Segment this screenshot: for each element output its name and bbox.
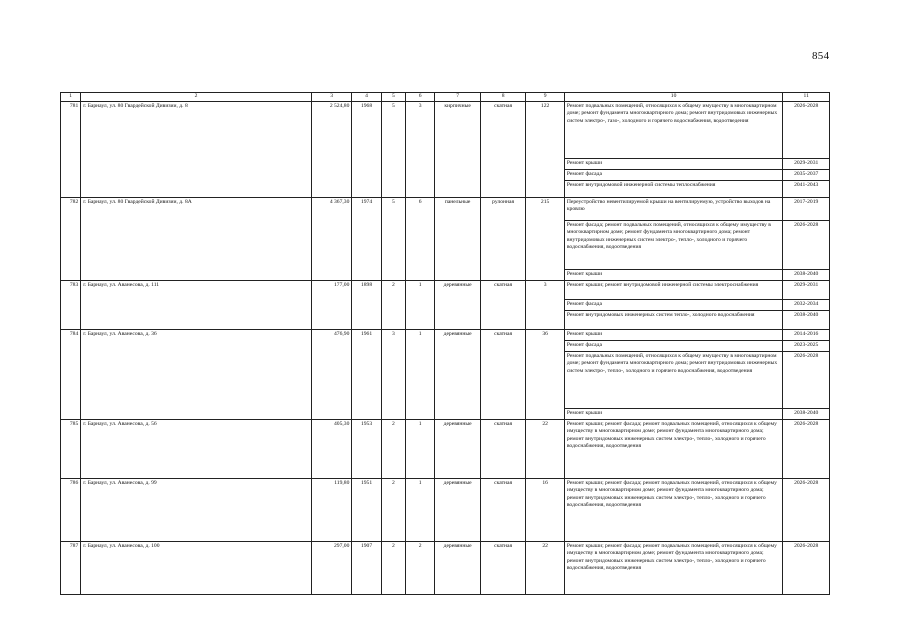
roof-type: скатная bbox=[480, 479, 526, 542]
apartment-count: 3 bbox=[526, 281, 564, 330]
table-row bbox=[61, 542, 830, 595]
column-number: 5 bbox=[381, 93, 405, 102]
construction-year: 1907 bbox=[352, 542, 381, 595]
house-address: г. Барнаул, ул. Аванесова, д. 36 bbox=[81, 330, 312, 420]
work-period: 2014-2016 bbox=[783, 330, 830, 341]
housing-repair-table bbox=[60, 92, 830, 595]
column-number: 2 bbox=[81, 93, 312, 102]
floor-count: 5 bbox=[381, 198, 405, 281]
work-period: 2038-2040 bbox=[783, 311, 830, 330]
work-period: 2026-2028 bbox=[783, 479, 830, 542]
work-description: Ремонт крыши; ремонт фасада; ремонт подвальных помещений, относящихся к общему имуществу в многоквартирном доме; ремонт фундамента многоквартирного дома; ремонт внутридомовых инженерных систем электро-, тепло-, холодного и горячего водоснабжения, водоотведения bbox=[564, 542, 783, 595]
construction-year: 1953 bbox=[352, 420, 381, 479]
column-number: 10 bbox=[564, 93, 783, 102]
entrance-count: 2 bbox=[406, 542, 435, 595]
house-number: 786 bbox=[61, 479, 81, 542]
house-number: 785 bbox=[61, 420, 81, 479]
work-description: Ремонт фасада bbox=[564, 341, 783, 352]
work-description: Ремонт подвальных помещений, относящихся к общему имуществу в многоквартирном доме; ремонт фундамента многоквартирного дома; ремонт внутридомовых инженерных систем электро-, газо-, холодного и горячего водоснабжения, водоотведения bbox=[564, 102, 783, 159]
house-address: г. Барнаул, ул. Аванесова, д. 99 bbox=[81, 479, 312, 542]
wall-material: деревянные bbox=[435, 542, 481, 595]
entrance-count: 1 bbox=[406, 330, 435, 420]
construction-year: 1974 bbox=[352, 198, 381, 281]
wall-material: деревянные bbox=[435, 479, 481, 542]
roof-type: скатная bbox=[480, 330, 526, 420]
house-number: 784 bbox=[61, 330, 81, 420]
entrance-count: 1 bbox=[406, 479, 435, 542]
work-description: Ремонт крыши; ремонт фасада; ремонт подвальных помещений, относящихся к общему имуществу в многоквартирном доме; ремонт фундамента многоквартирного дома; ремонт внутридомовых инженерных систем электро-, тепло-, холодного и горячего водоснабжения, водоотведения bbox=[564, 420, 783, 479]
apartment-count: 36 bbox=[526, 330, 564, 420]
roof-type: скатная bbox=[480, 542, 526, 595]
house-number: 782 bbox=[61, 198, 81, 281]
floor-count: 2 bbox=[381, 479, 405, 542]
work-period: 2029-2031 bbox=[783, 281, 830, 300]
column-number-row bbox=[61, 93, 830, 102]
work-period: 2026-2028 bbox=[783, 542, 830, 595]
wall-material: деревянные bbox=[435, 330, 481, 420]
work-description: Переустройство невентилируемой крыши на вентилируемую, устройство выходов на кровлю bbox=[564, 198, 783, 221]
house-number: 787 bbox=[61, 542, 81, 595]
roof-type: скатная bbox=[480, 281, 526, 330]
work-description: Ремонт крыши bbox=[564, 159, 783, 170]
wall-material: панельные bbox=[435, 198, 481, 281]
work-description: Ремонт крыши; ремонт внутридомовой инженерной системы электроснабжения bbox=[564, 281, 783, 300]
work-period: 2038-2040 bbox=[783, 409, 830, 420]
entrance-count: 1 bbox=[406, 420, 435, 479]
house-area: 405,30 bbox=[311, 420, 351, 479]
construction-year: 1951 bbox=[352, 479, 381, 542]
house-number: 783 bbox=[61, 281, 81, 330]
house-area: 119,80 bbox=[311, 479, 351, 542]
work-period: 2026-2028 bbox=[783, 420, 830, 479]
column-number: 4 bbox=[352, 93, 381, 102]
table-row bbox=[61, 198, 830, 221]
wall-material: деревянные bbox=[435, 281, 481, 330]
work-period: 2017-2019 bbox=[783, 198, 830, 221]
house-address: г. Барнаул, ул. Аванесова, д. 56 bbox=[81, 420, 312, 479]
wall-material: деревянные bbox=[435, 420, 481, 479]
entrance-count: 3 bbox=[406, 102, 435, 198]
apartment-count: 22 bbox=[526, 420, 564, 479]
entrance-count: 6 bbox=[406, 198, 435, 281]
work-period: 2026-2028 bbox=[783, 221, 830, 270]
work-period: 2029-2031 bbox=[783, 159, 830, 170]
work-period: 2041-2043 bbox=[783, 181, 830, 198]
column-number: 6 bbox=[406, 93, 435, 102]
floor-count: 2 bbox=[381, 542, 405, 595]
construction-year: 1961 bbox=[352, 330, 381, 420]
floor-count: 5 bbox=[381, 102, 405, 198]
entrance-count: 1 bbox=[406, 281, 435, 330]
apartment-count: 22 bbox=[526, 542, 564, 595]
column-number: 1 bbox=[61, 93, 81, 102]
roof-type: скатная bbox=[480, 102, 526, 198]
table-row bbox=[61, 479, 830, 542]
house-number: 781 bbox=[61, 102, 81, 198]
table-row bbox=[61, 102, 830, 159]
house-address: г. Барнаул, ул. 80 Гвардейской Дивизии, д. 8 bbox=[81, 102, 312, 198]
work-description: Ремонт подвальных помещений, относящихся к общему имуществу в многоквартирном доме; ремонт фундамента многоквартирного дома; ремонт внутридомовых инженерных систем электро-, тепло-, холодного и горячего водоснабжения, водоотведения bbox=[564, 352, 783, 409]
work-period: 2026-2028 bbox=[783, 352, 830, 409]
apartment-count: 16 bbox=[526, 479, 564, 542]
work-description: Ремонт крыши bbox=[564, 330, 783, 341]
apartment-count: 215 bbox=[526, 198, 564, 281]
column-number: 3 bbox=[311, 93, 351, 102]
construction-year: 1898 bbox=[352, 281, 381, 330]
roof-type: скатная bbox=[480, 420, 526, 479]
column-number: 8 bbox=[480, 93, 526, 102]
work-period: 2032-2034 bbox=[783, 300, 830, 311]
work-description: Ремонт крыши bbox=[564, 409, 783, 420]
floor-count: 3 bbox=[381, 330, 405, 420]
work-period: 2026-2028 bbox=[783, 102, 830, 159]
work-description: Ремонт крыши bbox=[564, 270, 783, 281]
work-period: 2035-2037 bbox=[783, 170, 830, 181]
house-area: 476,90 bbox=[311, 330, 351, 420]
work-description: Ремонт фасада bbox=[564, 170, 783, 181]
house-area: 4 367,30 bbox=[311, 198, 351, 281]
page-number: 854 bbox=[812, 50, 830, 62]
column-number: 9 bbox=[526, 93, 564, 102]
table-row bbox=[61, 420, 830, 479]
work-period: 2023-2025 bbox=[783, 341, 830, 352]
house-address: г. Барнаул, ул. 80 Гвардейской Дивизии, д. 8А bbox=[81, 198, 312, 281]
column-number: 7 bbox=[435, 93, 481, 102]
wall-material: кирпичные bbox=[435, 102, 481, 198]
column-number: 11 bbox=[783, 93, 830, 102]
floor-count: 2 bbox=[381, 281, 405, 330]
work-description: Ремонт фасада bbox=[564, 300, 783, 311]
work-description: Ремонт внутридомовой инженерной системы теплоснабжения bbox=[564, 181, 783, 198]
house-address: г. Барнаул, ул. Аванесова, д. 111 bbox=[81, 281, 312, 330]
house-area: 2 524,80 bbox=[311, 102, 351, 198]
floor-count: 2 bbox=[381, 420, 405, 479]
construction-year: 1968 bbox=[352, 102, 381, 198]
house-area: 297,00 bbox=[311, 542, 351, 595]
table-row bbox=[61, 330, 830, 341]
roof-type: рулонная bbox=[480, 198, 526, 281]
work-description: Ремонт внутридомовых инженерных систем тепло-, холодного водоснабжения bbox=[564, 311, 783, 330]
table-row bbox=[61, 281, 830, 300]
work-description: Ремонт крыши; ремонт фасада; ремонт подвальных помещений, относящихся к общему имуществу в многоквартирном доме; ремонт фундамента многоквартирного дома; ремонт внутридомовых инженерных систем электро-, тепло-, холодного и горячего водоснабжения, водоотведения bbox=[564, 479, 783, 542]
house-area: 177,00 bbox=[311, 281, 351, 330]
work-period: 2038-2040 bbox=[783, 270, 830, 281]
house-address: г. Барнаул, ул. Аванесова, д. 100 bbox=[81, 542, 312, 595]
work-description: Ремонт фасада; ремонт подвальных помещений, относящихся к общему имуществу в многоквартирном доме; ремонт фундамента многоквартирного дома; ремонт внутридомовых инженерных систем электро-, тепло-, холодного и горячего водоснабжения, водоотведения bbox=[564, 221, 783, 270]
apartment-count: 122 bbox=[526, 102, 564, 198]
